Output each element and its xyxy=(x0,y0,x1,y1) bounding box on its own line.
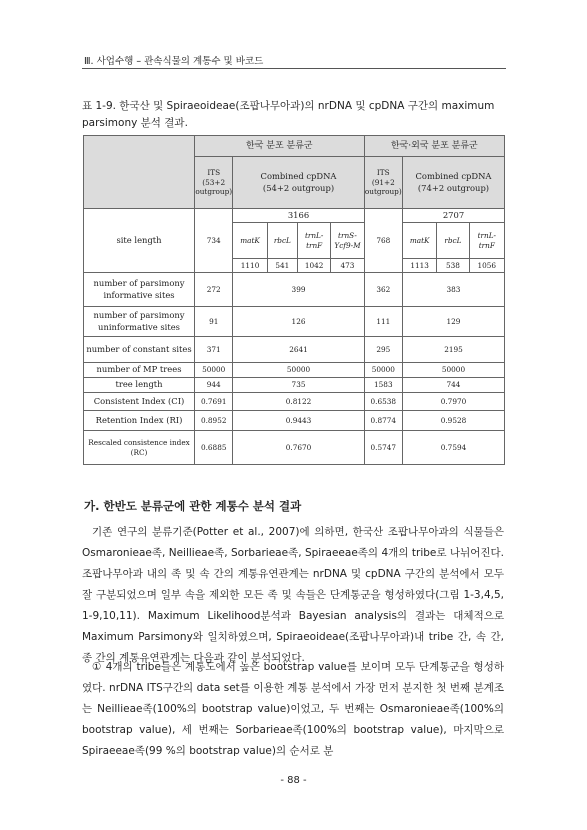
gene-korea-trnl-len: 1042 xyxy=(298,259,331,273)
gene-korea-rbcl: rbcL xyxy=(267,223,297,259)
site-length-label: site length xyxy=(84,209,195,273)
its-world-length: 768 xyxy=(364,209,402,273)
cpdna-world-header: Combined cpDNA (74+2 outgroup) xyxy=(402,157,504,209)
cpdna-korea-header: Combined cpDNA (54+2 outgroup) xyxy=(233,157,364,209)
cp-world-total: 2707 xyxy=(402,209,504,223)
gene-korea-matk: matK xyxy=(233,223,267,259)
body-paragraph-1: 기존 연구의 분류기준(Potter et al., 2007)에 의하면, 한국산 조팝나무아과의 식물들은 Osmaronieae족, Neillieae족, Sorbarieae족, Spiraeeae족의 4개의 tribe로 나뉘어진다. 조팝나무아과 내의 족 및 속 간의 계통유연관계는 nrDNA 및 cpDNA 구간의 분석에서 모두 잘 구분되었으며 일부 속을 제외한 모든 족 및 속들은 단계통군을 형성하였다(그림 1-3,4,5, 1-9,10,11). Maximum Likelihood분석과 Bayesian analysis의 결과는 대체적으로 Maximum Parsimony와 일치하였으며, Spiraeoideae(조팝나무아과)내 tribe 간, 속 간, 종 간의 계통유연관계는 다음과 같이 분석되었다. xyxy=(82,526,504,664)
its-world-header: ITS (91+2 outgroup) xyxy=(364,157,402,209)
parsimony-results-table xyxy=(83,135,505,465)
section-title: 가. 한반도 분류군에 관한 계통수 분석 결과 xyxy=(84,499,302,513)
gene-korea-trns-len: 473 xyxy=(331,259,364,273)
gene-world-trnl-len: 1056 xyxy=(469,259,504,273)
header-divider xyxy=(82,68,506,69)
its-korea-header: ITS (53+2 outgroup) xyxy=(195,157,233,209)
gene-korea-trns: trnS-Ycf9-M xyxy=(331,223,364,259)
table-row: number of parsimony uninformative sites 91 126 111 129 xyxy=(84,307,505,337)
gene-world-matk: matK xyxy=(402,223,436,259)
table-row: tree length 944 735 1583 744 xyxy=(84,378,505,393)
table-row: number of parsimony informative sites 272 399 362 383 xyxy=(84,273,505,307)
table-row: Retention Index (RI) 0.8952 0.9443 0.8774 0.9528 xyxy=(84,411,505,431)
gene-korea-trnl: trnL-trnF xyxy=(298,223,331,259)
world-group-header: 한국·외국 분포 분류군 xyxy=(364,136,504,157)
table-caption: 표 1-9. 한국산 및 Spiraeoideae(조팝나무아과)의 nrDNA 및 cpDNA 구간의 maximum parsimony 분석 결과. xyxy=(82,100,495,129)
cp-korea-total: 3166 xyxy=(233,209,364,223)
gene-korea-matk-len: 1110 xyxy=(233,259,267,273)
table-row: number of constant sites 371 2641 295 2195 xyxy=(84,337,505,363)
table-row: Rescaled consistence index (RC) 0.6885 0.7670 0.5747 0.7594 xyxy=(84,431,505,465)
corner-cell xyxy=(84,136,195,209)
its-korea-length: 734 xyxy=(195,209,233,273)
gene-world-matk-len: 1113 xyxy=(402,259,436,273)
running-header: Ⅲ. 사업수행 – 관속식물의 계통수 및 바코드 xyxy=(84,56,264,67)
table-row: Consistent Index (CI) 0.7691 0.8122 0.6538 0.7970 xyxy=(84,393,505,411)
page-number: - 88 - xyxy=(280,775,307,786)
table-row: number of MP trees 50000 50000 50000 50000 xyxy=(84,363,505,378)
gene-world-rbcl: rbcL xyxy=(437,223,469,259)
gene-korea-rbcl-len: 541 xyxy=(267,259,297,273)
gene-world-rbcl-len: 538 xyxy=(437,259,469,273)
body-paragraph-2: ① 4개의 tribe들은 계통도에서 높은 bootstrap value를 보이며 모두 단계통군을 형성하였다. nrDNA ITS구간의 data set를 이용한 계통 분석에서 가장 먼저 분지한 첫 번째 분계조는 Neillieae족(100%의 bootstrap value)이었고, 두 번째는 Osmaronieae족(100%의 bootstrap value), 세 번째는 Sorbarieae족(100%의 bootstrap value), 마지막으로 Spiraeeae족(99 %의 bootstrap value)의 순서로 분 xyxy=(82,661,504,757)
gene-world-trnl: trnL-trnF xyxy=(469,223,504,259)
korea-group-header: 한국 분포 분류군 xyxy=(195,136,365,157)
